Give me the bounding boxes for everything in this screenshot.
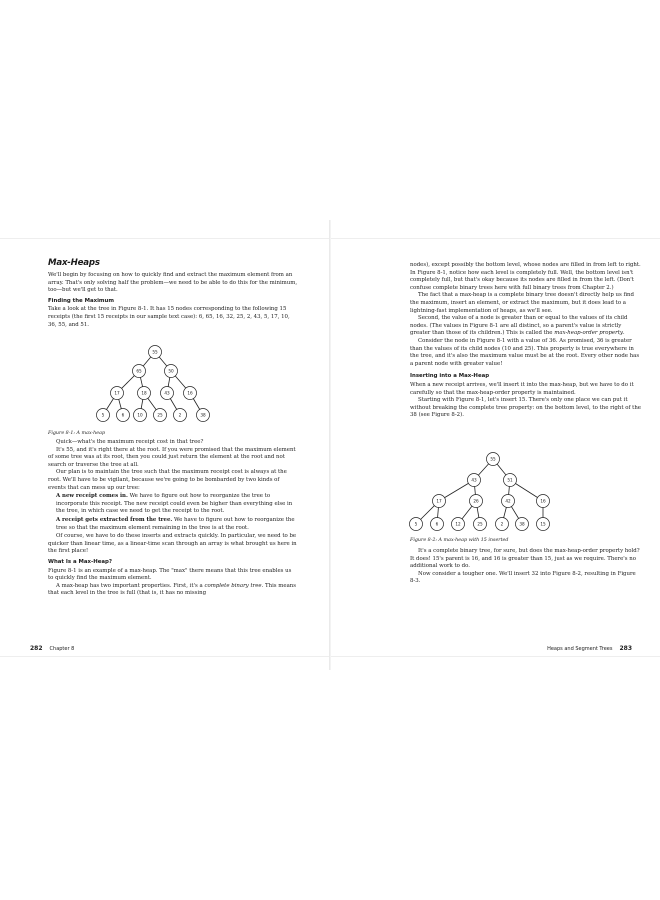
event-new-receipt-text: We have to figure out how to reorganize the tree to incorporate this receipt. The new receipt could even be higher than everything else in the tree, in which case we need to get the receipt to the root. xyxy=(56,493,293,515)
fact-paragraph: The fact that a max-heap is a complete binary tree doesn't directly help us find the maximum, insert an element, or extract the maximum, but it does lead to a lightning-fast implementation of heaps, as we'll see. xyxy=(410,292,634,314)
tree-node-label: 18 xyxy=(141,390,147,396)
tree-node-label: 50 xyxy=(168,368,174,374)
second-property-text-b: . xyxy=(622,330,625,337)
tree-node-label: 16 xyxy=(187,390,193,396)
left-column-top xyxy=(48,258,298,329)
section-title: Max-Heaps xyxy=(48,258,100,268)
figure-8-1-caption: Figure 8-1: A max-heap xyxy=(48,431,106,436)
complete-tree-paragraph: It's a complete binary tree, for sure, but does the max-heap-order property hold? It does! 15's parent is 16, and 16 is greater than 15, just as we require. There's no additional work to do. xyxy=(410,548,640,570)
tree-node-label: 38 xyxy=(519,521,525,527)
tree-node-label: 25 xyxy=(157,412,163,418)
tree-node-label: 5 xyxy=(101,412,105,418)
right-page xyxy=(330,0,660,900)
right-page-number: 283 xyxy=(619,645,632,652)
right-folio xyxy=(547,645,632,653)
start-paragraph: Starting with Figure 8-1, let's insert 15. There's only one place we can put it without breaking the complete tree property: on the bottom level, to the right of the 38 (see Figure 8-2). xyxy=(410,397,641,419)
subheading-what-is-max-heap: What Is a Max-Heap? xyxy=(48,558,112,565)
properties-text-a: A max-heap has two important properties. First, it's a xyxy=(56,582,203,589)
continued-paragraph: nodes), except possibly the bottom level, whose nodes are filled in from left to right. In Figure 8-1, notice how each level is completely full. Well, the bottom level isn't completely full, but that's okay because its nodes are filled in from the left. (Don't confuse complete binary trees here with full binary trees from Chapter 2.) xyxy=(410,262,641,291)
plan-paragraph: Our plan is to maintain the tree such that the maximum receipt cost is always at the root. We'll have to be vigilant, because we're going to be bombarded by two kinds of events that can mess up our tree: xyxy=(48,469,287,491)
consider-paragraph: Consider the node in Figure 8-1 with a value of 36. As promised, 36 is greater than the values of its child nodes (10 and 25). This property is true everywhere in the tree, and it's also the maximum value must be at the root. Every other node has a parent node with greater value! xyxy=(410,337,640,367)
subheading-finding-maximum: Finding the Maximum xyxy=(48,297,114,304)
tree-node-label: 42 xyxy=(505,498,511,504)
max-heap-order-term: max-heap-order property xyxy=(554,330,623,337)
event-new-receipt xyxy=(48,493,298,516)
tree-node-label: 51 xyxy=(507,477,513,483)
insert-paragraph: When a new receipt arrives, we'll insert it into the max-heap, but we have to do it carefully so that the max-heap-order property is maintained. xyxy=(410,381,634,396)
left-folio xyxy=(30,645,74,653)
tree-paragraph: Take a look at the tree in Figure 8-1. It has 15 nodes corresponding to the following 15 receipts (the first 15 receipts in our sample text case): 6, 65, 16, 32, 25, 2, 43, 5, 17, 10, 36, 55, and 51. xyxy=(48,306,290,328)
course-paragraph: Of course, we have to do these inserts and extracts quickly. In particular, we need to be quicker than linear time, as a linear-time scan through an array is what brought us here in the first place! xyxy=(48,533,297,555)
definition-paragraph: Figure 8-1 is an example of a max-heap. The "max" there means that this tree enables us to quickly find the maximum element. xyxy=(48,567,292,582)
quick-paragraph: Quick—what's the maximum receipt cost in that tree? xyxy=(56,439,204,445)
tree-node-label: 10 xyxy=(137,412,143,418)
event-extract-receipt xyxy=(48,517,298,532)
tree-node-label: 26 xyxy=(473,498,479,504)
right-running-head: Heaps and Segment Trees xyxy=(547,646,613,652)
figure-8-2-caption: Figure 8-2: A max-heap with 15 inserted xyxy=(410,538,509,543)
tougher-paragraph: Now consider a tougher one. We'll insert 32 into Figure 8-2, resulting in Figure 8-3. xyxy=(410,570,636,585)
second-property-text-a: Second, the value of a node is greater than or equal to the values of its child nodes. (The values in Figure 8-1 are all distinct, so a parent's value is strictly greater than those of its children.) This is called the xyxy=(410,315,628,337)
tree-node-label: 6 xyxy=(435,521,439,527)
event-extract-receipt-text: We have to figure out how to reorganize the tree so that the maximum element remaining in the tree is at the root. xyxy=(56,516,295,531)
tree-node-label: 43 xyxy=(164,390,170,396)
second-property-paragraph xyxy=(410,315,642,338)
left-running-head: Chapter 8 xyxy=(49,646,75,652)
left-page-number: 282 xyxy=(30,645,43,652)
tree-node-label: 6 xyxy=(121,412,125,418)
tree-node-label: 17 xyxy=(436,498,442,504)
subheading-inserting: Inserting into a Max-Heap xyxy=(410,373,490,380)
event-new-receipt-label: A new receipt comes in. xyxy=(56,493,128,500)
tree-node-label: 55 xyxy=(490,456,496,462)
properties-paragraph xyxy=(48,583,298,598)
tree-node-label: 38 xyxy=(200,412,206,418)
tree-node-label: 55 xyxy=(152,349,158,355)
figure-8-2-tree xyxy=(408,450,558,535)
properties-text-b: . This means that each level in the tree is full (that is, it has no missing xyxy=(48,582,297,597)
right-column-bottom xyxy=(410,537,642,586)
intro-paragraph: We'll begin by focusing on how to quickly find and extract the maximum element from an array. That's only solving half the problem—we need to be able to do this for the minimum, too—but we'll get to that. xyxy=(48,272,298,294)
complete-binary-tree-term: complete binary tree xyxy=(204,582,262,589)
tree-node-label: 2 xyxy=(500,521,504,527)
tree-node-label: 25 xyxy=(477,521,483,527)
tree-node-label: 17 xyxy=(114,390,120,396)
tree-node-label: 16 xyxy=(540,498,546,504)
event-extract-receipt-label: A receipt gets extracted from the tree. xyxy=(56,516,173,523)
figure-8-1-tree xyxy=(95,342,230,427)
tree-node-label: 5 xyxy=(414,521,418,527)
answer-paragraph: It's 55, and it's right there at the root. If you were promised that the maximum element of some tree was at its root, then you could just return the element at the root and not search or traverse the tree at all. xyxy=(48,446,296,468)
tree-node-label: 43 xyxy=(471,477,477,483)
right-column-top xyxy=(410,262,642,420)
tree-node-label: 12 xyxy=(455,521,461,527)
tree-node-label: 2 xyxy=(178,412,182,418)
tree-node-label: 65 xyxy=(136,368,142,374)
left-column-bottom xyxy=(48,430,298,598)
tree-node-label: 15 xyxy=(540,521,546,527)
